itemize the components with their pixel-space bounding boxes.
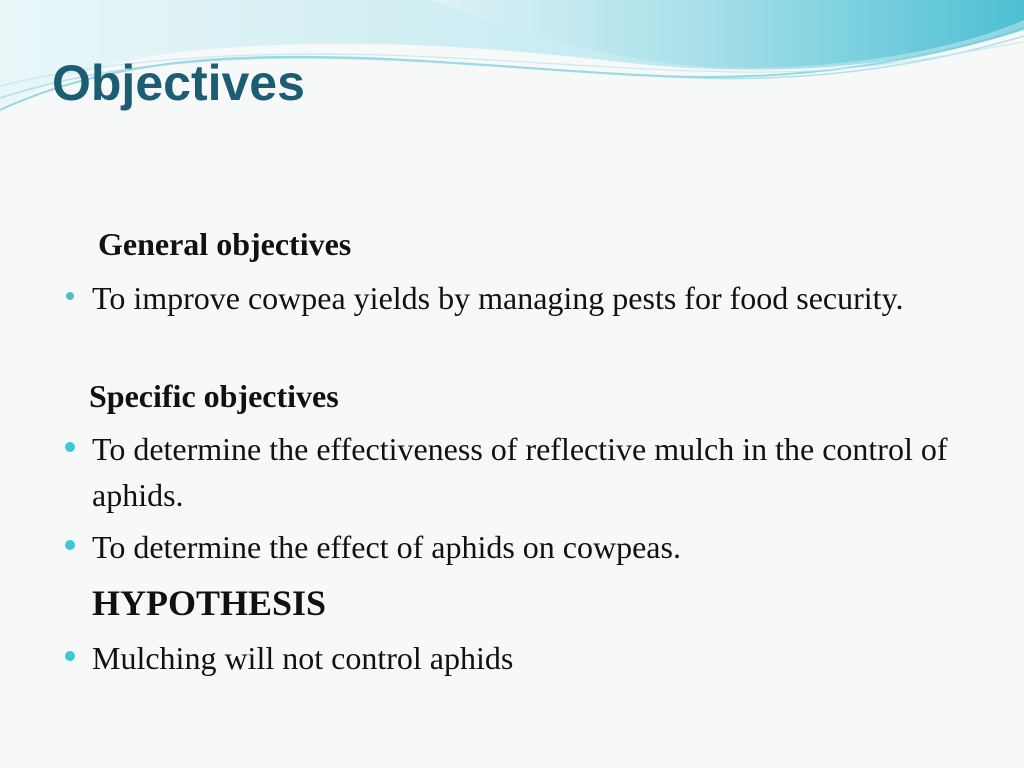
bullet-icon (66, 292, 74, 300)
bullet-text: Mulching will not control aphids (92, 640, 514, 676)
hypothesis-heading: HYPOTHESIS (92, 583, 327, 623)
bullet-text: To determine the effectiveness of reflective mulch in the control of aphids. (92, 431, 948, 513)
bullet-item (92, 426, 962, 518)
bullet-item (92, 635, 962, 681)
bullet-text: To improve cowpea yields by managing pests for food security. (92, 280, 904, 316)
bullet-icon (65, 651, 75, 661)
general-objectives-heading: General objectives (98, 226, 352, 262)
bullet-icon (65, 442, 75, 452)
specific-objectives-heading: Specific objectives (89, 378, 339, 414)
bullet-icon (65, 540, 75, 550)
bullet-text: To determine the effect of aphids on cowpeas. (92, 529, 681, 565)
bullet-item (92, 275, 962, 321)
slide-title: Objectives (52, 55, 305, 111)
bullet-item (92, 524, 962, 570)
